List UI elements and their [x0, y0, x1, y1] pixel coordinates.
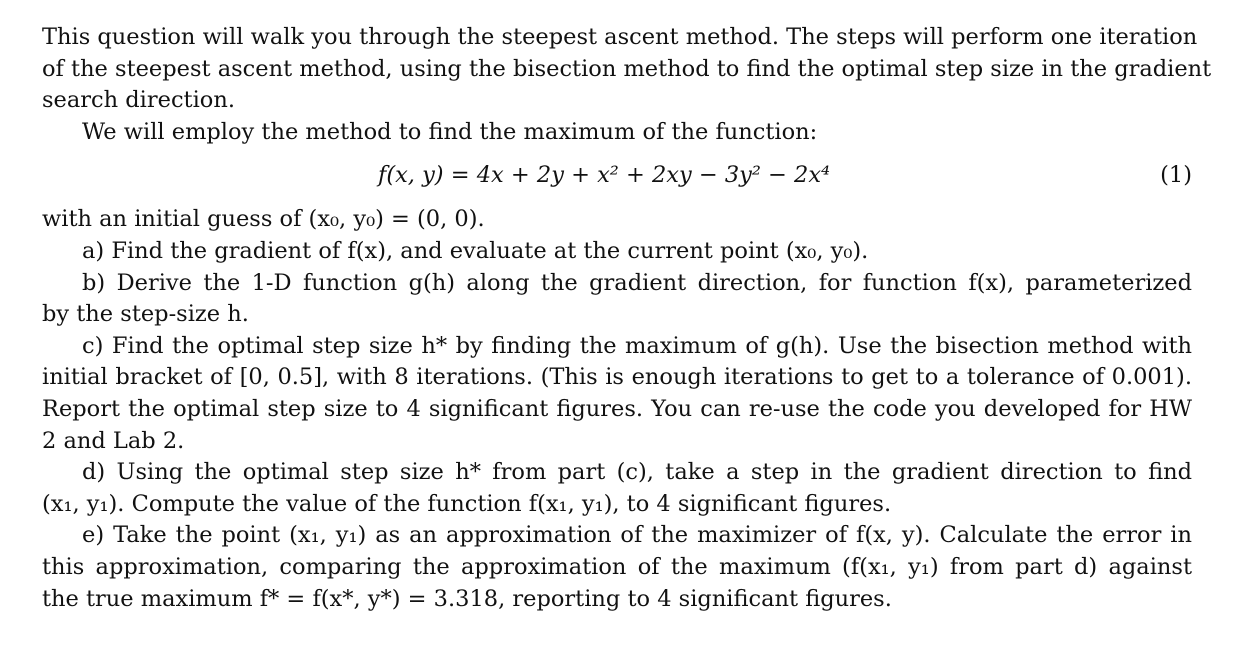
part-b-line-1: b) Derive the 1-D function g(h) along the gradient direction, for function f(x), parameterized: [82, 269, 1192, 296]
equation-number: (1): [1160, 162, 1192, 189]
part-d-line-2: (x₁, y₁). Compute the value of the function f(x₁, y₁), to 4 significant figures.: [42, 490, 892, 517]
part-e-line-2: this approximation, comparing the approximation of the maximum (f(x₁, y₁) from part d) against: [42, 553, 1192, 580]
function-equation: f(x, y) = 4x + 2y + x² + 2xy − 3y² − 2x⁴: [378, 162, 831, 189]
intro-line-3: search direction.: [42, 87, 235, 114]
initial-guess: with an initial guess of (x₀, y₀) = (0, 0).: [42, 206, 485, 233]
intro-line-1: This question will walk you through the steepest ascent method. The steps will perform one iteration: [42, 24, 1198, 50]
intro-line-2: of the steepest ascent method, using the bisection method to find the optimal step size in the gradient: [42, 55, 1212, 82]
question-document: [42, 22, 1212, 615]
part-e-line-3: the true maximum f* = f(x*, y*) = 3.318, reporting to 4 significant figures.: [42, 585, 892, 612]
part-c-line-3: Report the optimal step size to 4 significant figures. You can re-use the code you developed for HW: [42, 395, 1192, 422]
part-c-line-4: 2 and Lab 2.: [42, 427, 185, 454]
part-b-line-2: by the step-size h.: [42, 301, 249, 328]
part-c-line-2: initial bracket of [0, 0.5], with 8 iterations. (This is enough iterations to get to a tolerance of 0.001).: [42, 364, 1192, 391]
equation-row: [42, 154, 1192, 196]
function-intro: We will employ the method to find the maximum of the function:: [82, 118, 818, 145]
part-d-line-1: d) Using the optimal step size h* from part (c), take a step in the gradient direction to find: [82, 459, 1192, 486]
part-a-line-1: a) Find the gradient of f(x), and evaluate at the current point (x₀, y₀).: [82, 237, 869, 264]
part-c-line-1: c) Find the optimal step size h* by finding the maximum of g(h). Use the bisection method with: [82, 332, 1192, 359]
part-e-line-1: e) Take the point (x₁, y₁) as an approximation of the maximizer of f(x, y). Calculate the error in: [82, 522, 1192, 549]
